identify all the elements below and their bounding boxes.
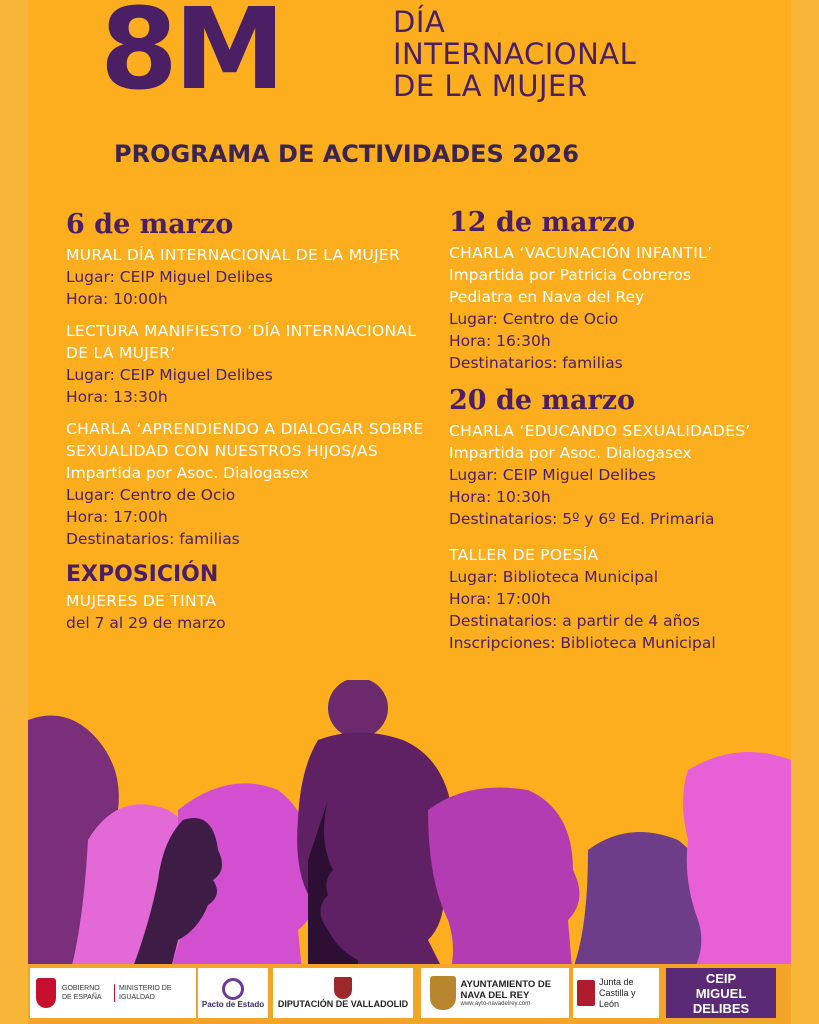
event-title: LECTURA MANIFIESTO ‘DÍA INTERNACIONAL DE LA MUJER’ — [66, 322, 417, 362]
date-heading: 20 de marzo — [449, 385, 636, 416]
poster — [28, 0, 791, 1024]
left-column — [66, 208, 426, 634]
ayuntamiento-text — [461, 979, 561, 1007]
event-charla-dialogar — [66, 418, 426, 550]
diputacion-label: DIPUTACIÓN DE VALLADOLID — [277, 999, 409, 1009]
event-title: TALLER DE POESÍA — [449, 546, 599, 564]
junta-label: Junta de Castilla y León — [599, 976, 636, 1009]
event-mural — [66, 244, 426, 310]
event-speaker: Impartida por Asoc. Dialogasex — [66, 464, 309, 482]
event-time: Hora: 16:30h — [449, 332, 551, 350]
event-taller-poesia — [449, 544, 789, 654]
junta-shield-icon — [577, 980, 595, 1006]
day-title-line2: INTERNACIONAL — [393, 37, 637, 71]
event-place: Lugar: CEIP Miguel Delibes — [66, 268, 273, 286]
event-place: Lugar: Centro de Ocio — [66, 486, 236, 504]
event-title: MURAL DÍA INTERNACIONAL DE LA MUJER — [66, 246, 401, 264]
day-title — [393, 6, 773, 102]
logo-ceip-miguel-delibes — [666, 968, 776, 1018]
event-vacunacion — [449, 242, 789, 374]
event-place: Lugar: CEIP Miguel Delibes — [66, 366, 273, 384]
ministerio-label: MINISTERIO DE IGUALDAD — [114, 984, 175, 1002]
event-time: Hora: 13:30h — [66, 388, 168, 406]
event-educando — [449, 420, 789, 530]
logo-pacto-estado — [198, 968, 268, 1018]
event-audience: Destinatarios: familias — [449, 354, 623, 372]
spain-coat-of-arms-icon — [36, 978, 56, 1008]
ayuntamiento-label: AYUNTAMIENTO DE NAVA DEL REY — [460, 979, 552, 1001]
exposition-title: MUJERES DE TINTA — [66, 592, 217, 610]
event-speaker: Impartida por Asoc. Dialogasex — [449, 444, 692, 462]
silhouette-bun — [328, 680, 388, 738]
event-time: Hora: 10:00h — [66, 290, 168, 308]
date-heading: 12 de marzo — [449, 207, 636, 238]
event-registration: Inscripciones: Biblioteca Municipal — [449, 634, 716, 652]
logo-ayuntamiento-nava-del-rey — [421, 968, 569, 1018]
event-title: CHARLA ‘EDUCANDO SEXUALIDADES’ — [449, 422, 751, 440]
ceip-label: CEIP MIGUEL DELIBES — [692, 970, 750, 1016]
event-audience: Destinatarios: 5º y 6º Ed. Primaria — [449, 510, 715, 528]
event-time: Hora: 10:30h — [449, 488, 551, 506]
event-audience: Destinatarios: a partir de 4 años — [449, 612, 701, 630]
event-place: Lugar: CEIP Miguel Delibes — [449, 466, 656, 484]
diputacion-shield-icon — [334, 977, 352, 999]
logo-gobierno-espana — [30, 968, 196, 1018]
event-place: Lugar: Centro de Ocio — [449, 310, 619, 328]
program-title: PROGRAMA DE ACTIVIDADES 2026 — [114, 140, 579, 168]
event-time: Hora: 17:00h — [66, 508, 168, 526]
event-speaker: Impartida por Patricia Cobreros — [449, 266, 692, 284]
event-time: Hora: 17:00h — [449, 590, 551, 608]
event-lectura — [66, 320, 426, 408]
logo-junta-castilla-leon — [573, 968, 659, 1018]
event-speaker-role: Pediatra en Nava del Rey — [449, 288, 645, 306]
women-silhouettes-illustration — [28, 680, 791, 980]
logo-diputacion-valladolid — [273, 968, 413, 1018]
event-place: Lugar: Biblioteca Municipal — [449, 568, 659, 586]
sponsor-logos — [28, 964, 791, 1024]
pacto-label: Pacto de Estado — [201, 999, 265, 1009]
left-border — [0, 0, 28, 1024]
event-audience: Destinatarios: familias — [66, 530, 240, 548]
right-border — [791, 0, 819, 1024]
ayuntamiento-shield-icon — [430, 976, 456, 1010]
event-title: CHARLA ‘VACUNACIÓN INFANTIL’ — [449, 244, 713, 262]
day-title-line1: DÍA — [393, 5, 446, 39]
gobierno-label: GOBIERNO DE ESPAÑA — [62, 985, 102, 1001]
exposition-dates: del 7 al 29 de marzo — [66, 614, 226, 632]
day-title-line3: DE LA MUJER — [393, 69, 588, 103]
big-8m-title: 8M — [100, 0, 282, 115]
exposition-heading: EXPOSICIÓN — [66, 562, 219, 587]
pacto-circle-icon — [222, 978, 244, 1000]
date-heading: 6 de marzo — [66, 209, 234, 240]
ayuntamiento-web: www.ayto-navadelrey.com — [460, 1001, 531, 1007]
silhouette-right-magenta — [428, 788, 579, 981]
event-title: CHARLA ‘APRENDIENDO A DIALOGAR SOBRE SEXUALIDAD CON NUESTROS HIJOS/AS — [66, 420, 424, 460]
right-column — [449, 206, 789, 664]
